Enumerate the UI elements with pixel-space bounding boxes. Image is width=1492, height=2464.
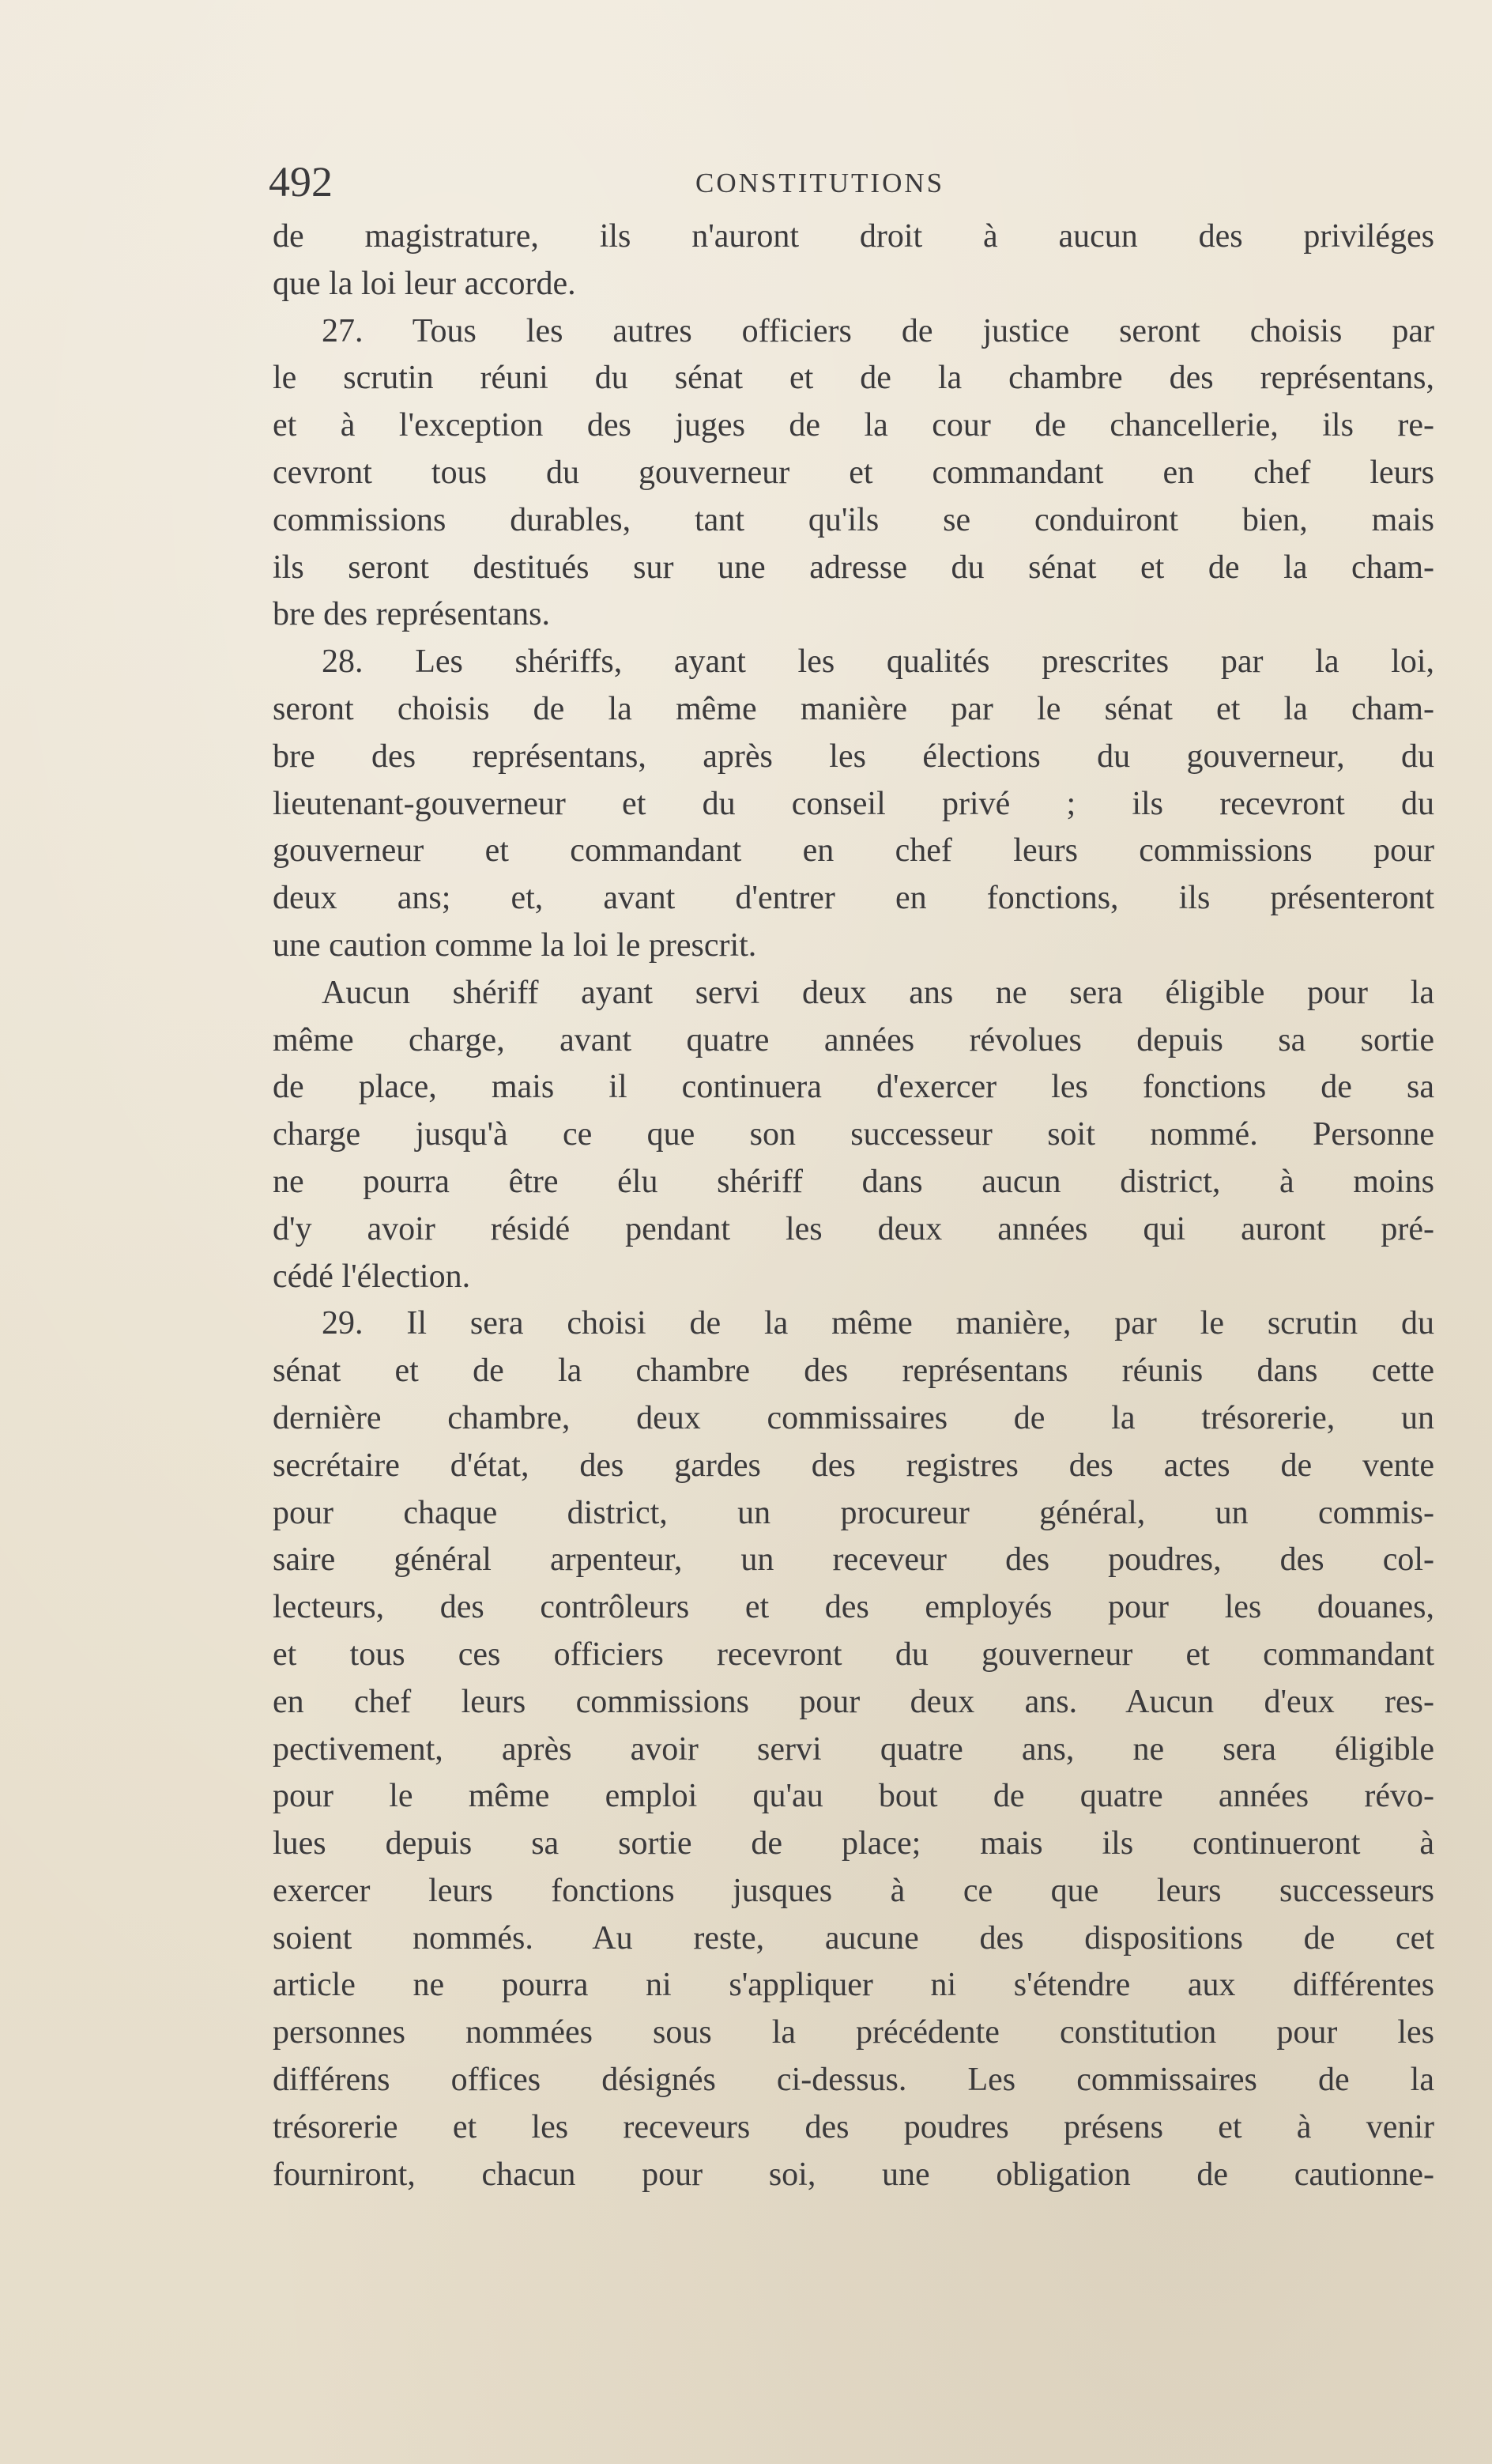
text-line: le scrutin réuni du sénat et de la chambre des représentans, <box>273 360 1434 397</box>
text-line: article ne pourra ni s'appliquer ni s'étendre aux différentes <box>273 1967 1434 2004</box>
text-line: lues depuis sa sortie de place; mais ils continueront à <box>273 1825 1434 1862</box>
text-line: bre des représentans. <box>273 596 551 633</box>
paragraph-first-line: 28. Les shériffs, ayant les qualités prescrites par la loi, <box>322 643 1434 681</box>
text-line: une caution comme la loi le prescrit. <box>273 926 757 964</box>
text-line: deux ans; et, avant d'entrer en fonctions, ils présenteront <box>273 880 1434 917</box>
running-head: CONSTITUTIONS <box>695 168 945 198</box>
body-text <box>273 213 1434 2198</box>
text-line: cevront tous du gouverneur et commandant en chef leurs <box>273 454 1434 491</box>
text-line: lecteurs, des contrôleurs et des employés pour les douanes, <box>273 1589 1434 1626</box>
text-line: même charge, avant quatre années révolues depuis sa sortie <box>273 1021 1434 1058</box>
text-line: soient nommés. Au reste, aucune des dispositions de cet <box>273 1919 1434 1956</box>
text-line: commissions durables, tant qu'ils se conduiront bien, mais <box>273 501 1434 538</box>
text-line: ils seront destitués sur une adresse du sénat et de la cham- <box>273 549 1434 586</box>
text-line: et à l'exception des juges de la cour de chancellerie, ils re- <box>273 407 1434 444</box>
text-line: pour le même emploi qu'au bout de quatre années révo- <box>273 1778 1434 1815</box>
text-line: trésorerie et les receveurs des poudres présens et à venir <box>273 2108 1434 2145</box>
text-line: bre des représentans, après les élections du gouverneur, du <box>273 738 1434 775</box>
text-line: secrétaire d'état, des gardes des registres des actes de vente <box>273 1447 1434 1484</box>
text-line: de magistrature, ils n'auront droit à aucun des priviléges <box>273 218 1434 255</box>
text-line: fourniront, chacun pour soi, une obligation de cautionne- <box>273 2156 1434 2193</box>
text-line: charge jusqu'à ce que son successeur soit nommé. Personne <box>273 1116 1434 1153</box>
text-line: de place, mais il continuera d'exercer les fonctions de sa <box>273 1069 1434 1106</box>
text-line: cédé l'élection. <box>273 1258 471 1295</box>
text-line: pectivement, après avoir servi quatre ans, ne sera éligible <box>273 1730 1434 1768</box>
text-line: sénat et de la chambre des représentans réunis dans cette <box>273 1353 1434 1390</box>
text-line: ne pourra être élu shériff dans aucun district, à moins <box>273 1163 1434 1200</box>
text-line: saire général arpenteur, un receveur des poudres, des col- <box>273 1541 1434 1579</box>
text-line: gouverneur et commandant en chef leurs commissions pour <box>273 832 1434 870</box>
text-line: d'y avoir résidé pendant les deux années qui auront pré- <box>273 1210 1434 1247</box>
text-line: exercer leurs fonctions jusques à ce que leurs successeurs <box>273 1872 1434 1909</box>
text-line: pour chaque district, un procureur général, un commis- <box>273 1494 1434 1531</box>
text-line: dernière chambre, deux commissaires de la trésorerie, un <box>273 1399 1434 1436</box>
text-line: différens offices désignés ci-dessus. Les commissaires de la <box>273 2062 1434 2099</box>
text-line: seront choisis de la même manière par le sénat et la cham- <box>273 690 1434 727</box>
text-line: personnes nommées sous la précédente constitution pour les <box>273 2014 1434 2051</box>
paragraph-first-line: 29. Il sera choisi de la même manière, par le scrutin du <box>322 1305 1434 1342</box>
paragraph-first-line: Aucun shériff ayant servi deux ans ne sera éligible pour la <box>322 974 1434 1011</box>
text-line: et tous ces officiers recevront du gouverneur et commandant <box>273 1636 1434 1673</box>
text-line: en chef leurs commissions pour deux ans. Aucun d'eux res- <box>273 1683 1434 1720</box>
text-line: que la loi leur accorde. <box>273 265 576 302</box>
page-number: 492 <box>269 158 333 206</box>
paragraph-first-line: 27. Tous les autres officiers de justice seront choisis par <box>322 312 1434 349</box>
page-header <box>269 158 1434 213</box>
text-line: lieutenant-gouverneur et du conseil privé ; ils recevront du <box>273 785 1434 822</box>
